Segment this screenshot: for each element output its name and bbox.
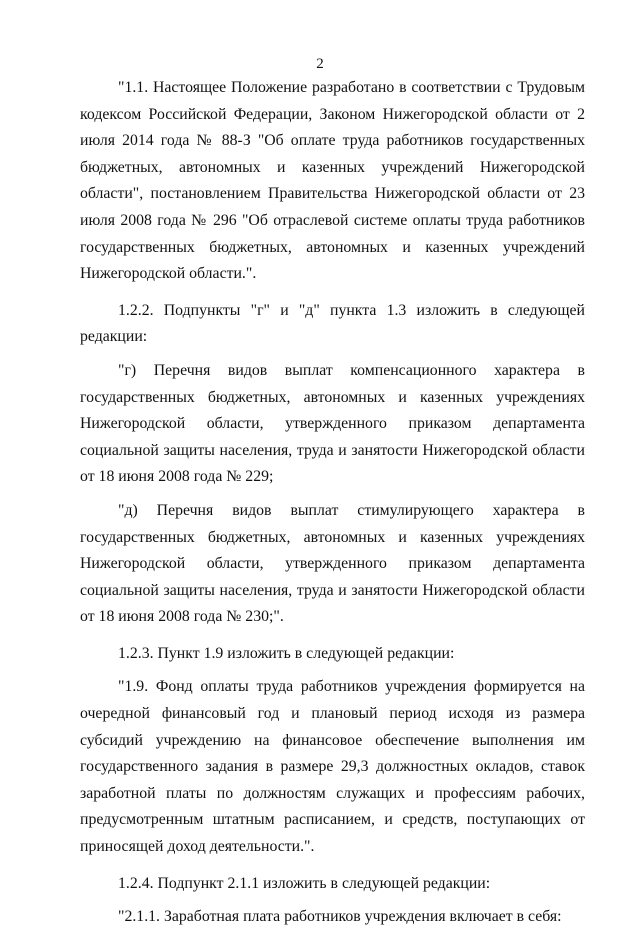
document-body [80,75,585,931]
paragraph-1-9: "1.9. Фонд оплаты труда работников учреждения формируется на очередной финансовый год и плановый период исходя из размера субсидий учреждению на финансовое обеспечение выполнения им государственного задания в размере 29,3 должностных окладов, ставок заработной платы по должностям служащих и профессиям рабочих, предусмотренным штатным расписанием, и средств, поступающих от приносящей доход деятельности.". [80,678,585,856]
paragraph-2-1-1: "2.1.1. Заработная плата работников учреждения включает в себя: [118,908,562,926]
paragraph-1-2-2: 1.2.2. Подпункты "г" и "д" пункта 1.3 изложить в следующей редакции: [80,301,585,346]
paragraph-1-1: "1.1. Настоящее Положение разработано в соответствии с Трудовым кодексом Российской Федерации, Законом Нижегородской области от 2 июля 2014 года № 88-З "Об оплате труда работников государственных бюджетных, автономных и казенных учреждений Нижегородской области", постановлением Правительства Нижегородской области от 23 июля 2008 года № 296 "Об отраслевой системе оплаты труда работников государственных бюджетных, автономных и казенных учреждений Нижегородской области.". [80,79,585,283]
paragraph-subitem-d: "д) Перечня видов выплат стимулирующего характера в государственных бюджетных, автономных и казенных учреждениях Нижегородской области, утвержденного приказом департамента социальной защиты населения, труда и занятости Нижегородской области от 18 июня 2008 года № 230;". [80,501,585,626]
paragraph-1-2-3: 1.2.3. Пункт 1.9 изложить в следующей редакции: [118,644,455,662]
page-number: 2 [316,56,324,72]
paragraph-1-2-4: 1.2.4. Подпункт 2.1.1 изложить в следующей редакции: [118,874,491,892]
paragraph-subitem-g: "г) Перечня видов выплат компенсационного характера в государственных бюджетных, автономных и казенных учреждениях Нижегородской области, утвержденного приказом департамента социальной защиты населения, труда и занятости Нижегородской области от 18 июня 2008 года № 229; [80,361,585,486]
